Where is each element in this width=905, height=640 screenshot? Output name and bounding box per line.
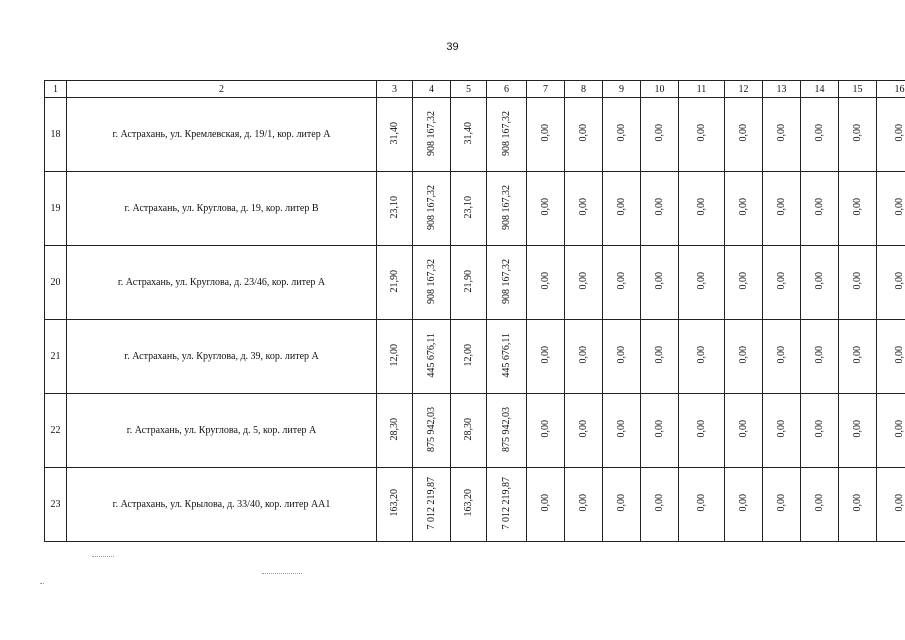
amount-cell [801, 320, 839, 394]
amount-cell [801, 172, 839, 246]
amount-cell-text: 0,00 [654, 494, 665, 512]
amount-cell-text: 0,00 [894, 124, 905, 142]
amount-cell-text: 0,00 [696, 346, 707, 364]
column-header: 7 [527, 81, 565, 98]
amount-cell-text: 0,00 [578, 494, 589, 512]
amount-cell [679, 172, 725, 246]
column-header: 9 [603, 81, 641, 98]
amount-cell-text: 0,00 [814, 124, 825, 142]
amount-cell [877, 320, 905, 394]
amount-cell [603, 394, 641, 468]
table-row [45, 320, 905, 394]
row-number-cell: 19 [45, 172, 67, 246]
area-cell-text: 163,20 [463, 489, 474, 517]
amount-cell-text: 0,00 [578, 346, 589, 364]
amount-cell-text: 0,00 [814, 198, 825, 216]
amount-cell-text: 0,00 [616, 198, 627, 216]
amount-cell [763, 468, 801, 542]
scan-mark [92, 556, 114, 557]
amount-cell-text: 0,00 [654, 346, 665, 364]
amount-cell-text: 0,00 [776, 198, 787, 216]
amount-cell [801, 394, 839, 468]
amount-cell [839, 394, 877, 468]
amount-cell [527, 394, 565, 468]
value-cell [413, 172, 451, 246]
column-header: 13 [763, 81, 801, 98]
amount-cell-text: 0,00 [540, 346, 551, 364]
amount-cell [679, 98, 725, 172]
amount-cell [603, 468, 641, 542]
address-cell: г. Астрахань, ул. Круглова, д. 23/46, кор. литер А [67, 246, 377, 320]
address-cell: г. Астрахань, ул. Круглова, д. 19, кор. литер В [67, 172, 377, 246]
row-number-cell: 18 [45, 98, 67, 172]
amount-cell [801, 246, 839, 320]
value-cell-text: 908 167,32 [501, 184, 512, 230]
value-cell [487, 172, 527, 246]
amount-cell [801, 98, 839, 172]
amount-cell [877, 246, 905, 320]
column-header: 12 [725, 81, 763, 98]
amount-cell [641, 246, 679, 320]
column-header: 6 [487, 81, 527, 98]
amount-cell-text: 0,00 [616, 494, 627, 512]
amount-cell [725, 172, 763, 246]
row-number-cell: 21 [45, 320, 67, 394]
amount-cell [877, 394, 905, 468]
column-header: 10 [641, 81, 679, 98]
scan-mark [262, 573, 302, 574]
amount-cell-text: 0,00 [852, 272, 863, 290]
amount-cell [527, 320, 565, 394]
table-row [45, 468, 905, 542]
amount-cell [603, 172, 641, 246]
amount-cell [877, 172, 905, 246]
amount-cell-text: 0,00 [814, 346, 825, 364]
amount-cell [527, 98, 565, 172]
value-cell [413, 98, 451, 172]
amount-cell-text: 0,00 [776, 124, 787, 142]
column-header: 4 [413, 81, 451, 98]
amount-cell-text: 0,00 [738, 346, 749, 364]
amount-cell [839, 246, 877, 320]
amount-cell [763, 246, 801, 320]
area-cell [377, 394, 413, 468]
value-cell [413, 394, 451, 468]
area-cell [451, 246, 487, 320]
amount-cell-text: 0,00 [540, 494, 551, 512]
amount-cell [839, 320, 877, 394]
amount-cell-text: 0,00 [540, 198, 551, 216]
amount-cell [565, 98, 603, 172]
row-number-cell: 23 [45, 468, 67, 542]
value-cell-text: 908 167,32 [501, 110, 512, 156]
amount-cell-text: 0,00 [894, 346, 905, 364]
amount-cell-text: 0,00 [654, 198, 665, 216]
amount-cell-text: 0,00 [776, 420, 787, 438]
amount-cell [641, 468, 679, 542]
value-cell-text: 7 012 219,87 [501, 476, 512, 530]
column-header: 2 [67, 81, 377, 98]
row-number-cell: 22 [45, 394, 67, 468]
amount-cell [725, 246, 763, 320]
amount-cell-text: 0,00 [654, 420, 665, 438]
amount-cell-text: 0,00 [814, 272, 825, 290]
area-cell-text: 12,00 [389, 343, 400, 367]
amount-cell-text: 0,00 [852, 198, 863, 216]
area-cell [451, 468, 487, 542]
column-header: 5 [451, 81, 487, 98]
amount-cell [565, 172, 603, 246]
amount-cell [641, 172, 679, 246]
value-cell [413, 468, 451, 542]
area-cell-text: 31,40 [463, 121, 474, 145]
column-header: 8 [565, 81, 603, 98]
amount-cell-text: 0,00 [738, 124, 749, 142]
value-cell [487, 468, 527, 542]
amount-cell [641, 320, 679, 394]
value-cell [487, 394, 527, 468]
amount-cell [763, 172, 801, 246]
amount-cell [565, 246, 603, 320]
value-cell [487, 320, 527, 394]
area-cell-text: 21,90 [463, 269, 474, 293]
amount-cell-text: 0,00 [696, 494, 707, 512]
area-cell-text: 21,90 [389, 269, 400, 293]
value-cell-text: 875 942,03 [426, 406, 437, 452]
amount-cell-text: 0,00 [776, 346, 787, 364]
amount-cell [603, 320, 641, 394]
value-cell [487, 246, 527, 320]
row-number-cell: 20 [45, 246, 67, 320]
amount-cell-text: 0,00 [654, 124, 665, 142]
column-header: 15 [839, 81, 877, 98]
amount-cell [527, 246, 565, 320]
address-cell: г. Астрахань, ул. Круглова, д. 5, кор. литер А [67, 394, 377, 468]
amount-cell-text: 0,00 [894, 272, 905, 290]
column-header: 16 [877, 81, 905, 98]
amount-cell-text: 0,00 [894, 198, 905, 216]
amount-cell-text: 0,00 [738, 272, 749, 290]
scan-mark [40, 583, 44, 584]
amount-cell-text: 0,00 [578, 124, 589, 142]
value-cell-text: 908 167,32 [426, 110, 437, 156]
amount-cell-text: 0,00 [540, 420, 551, 438]
amount-cell-text: 0,00 [814, 494, 825, 512]
amount-cell [679, 246, 725, 320]
value-cell-text: 908 167,32 [426, 184, 437, 230]
amount-cell-text: 0,00 [852, 420, 863, 438]
amount-cell-text: 0,00 [540, 272, 551, 290]
amount-cell-text: 0,00 [696, 420, 707, 438]
amount-cell-text: 0,00 [616, 124, 627, 142]
amount-cell-text: 0,00 [776, 272, 787, 290]
amount-cell [603, 246, 641, 320]
amount-cell-text: 0,00 [654, 272, 665, 290]
area-cell [451, 98, 487, 172]
amount-cell [725, 468, 763, 542]
amount-cell-text: 0,00 [578, 272, 589, 290]
amount-cell-text: 0,00 [578, 420, 589, 438]
amount-cell-text: 0,00 [738, 420, 749, 438]
area-cell [451, 320, 487, 394]
area-cell [377, 246, 413, 320]
value-cell-text: 908 167,32 [426, 258, 437, 304]
amount-cell [763, 394, 801, 468]
amount-cell [877, 468, 905, 542]
amount-cell [565, 468, 603, 542]
amount-cell [763, 98, 801, 172]
amount-cell-text: 0,00 [696, 124, 707, 142]
amount-cell [725, 320, 763, 394]
area-cell [451, 394, 487, 468]
amount-cell [565, 320, 603, 394]
amount-cell-text: 0,00 [696, 272, 707, 290]
amount-cell-text: 0,00 [852, 124, 863, 142]
amount-cell [679, 468, 725, 542]
amount-cell-text: 0,00 [852, 346, 863, 364]
amount-cell [839, 98, 877, 172]
amount-cell-text: 0,00 [894, 494, 905, 512]
amount-cell-text: 0,00 [814, 420, 825, 438]
column-header: 11 [679, 81, 725, 98]
area-cell [451, 172, 487, 246]
amount-cell-text: 0,00 [852, 494, 863, 512]
value-cell-text: 875 942,03 [501, 406, 512, 452]
column-header: 3 [377, 81, 413, 98]
amount-cell-text: 0,00 [738, 198, 749, 216]
address-cell: г. Астрахань, ул. Кремлевская, д. 19/1, кор. литер А [67, 98, 377, 172]
value-cell [487, 98, 527, 172]
table-row [45, 246, 905, 320]
value-cell-text: 908 167,32 [501, 258, 512, 304]
amount-cell [565, 394, 603, 468]
area-cell-text: 31,40 [389, 121, 400, 145]
amount-cell-text: 0,00 [616, 420, 627, 438]
value-cell-text: 445 676,11 [426, 332, 437, 378]
amount-cell [725, 394, 763, 468]
amount-cell [679, 320, 725, 394]
amount-cell [527, 172, 565, 246]
area-cell [377, 98, 413, 172]
amount-cell [641, 394, 679, 468]
amount-cell [877, 98, 905, 172]
value-cell [413, 246, 451, 320]
amount-cell [679, 394, 725, 468]
amount-cell [839, 172, 877, 246]
column-header-row [45, 81, 905, 98]
amount-cell-text: 0,00 [776, 494, 787, 512]
value-cell [413, 320, 451, 394]
value-cell-text: 445 676,11 [501, 332, 512, 378]
amount-cell [641, 98, 679, 172]
amount-cell-text: 0,00 [738, 494, 749, 512]
amount-cell-text: 0,00 [540, 124, 551, 142]
amount-cell [527, 468, 565, 542]
amount-cell [839, 468, 877, 542]
table-row [45, 172, 905, 246]
amount-cell-text: 0,00 [696, 198, 707, 216]
area-cell [377, 468, 413, 542]
area-cell-text: 28,30 [463, 417, 474, 441]
area-cell-text: 12,00 [463, 343, 474, 367]
area-cell-text: 28,30 [389, 417, 400, 441]
area-cell-text: 23,10 [463, 195, 474, 219]
column-header: 14 [801, 81, 839, 98]
amount-cell [801, 468, 839, 542]
table-row [45, 394, 905, 468]
table-body [45, 81, 905, 542]
area-cell-text: 163,20 [389, 489, 400, 517]
amount-cell-text: 0,00 [578, 198, 589, 216]
amount-cell [603, 98, 641, 172]
amount-cell-text: 0,00 [894, 420, 905, 438]
column-header: 1 [45, 81, 67, 98]
amount-cell-text: 0,00 [616, 346, 627, 364]
amount-cell [725, 98, 763, 172]
amount-cell [763, 320, 801, 394]
area-cell-text: 23,10 [389, 195, 400, 219]
area-cell [377, 172, 413, 246]
address-cell: г. Астрахань, ул. Крылова, д. 33/40, кор. литер АА1 [67, 468, 377, 542]
amount-cell-text: 0,00 [616, 272, 627, 290]
address-cell: г. Астрахань, ул. Круглова, д. 39, кор. литер А [67, 320, 377, 394]
area-cell [377, 320, 413, 394]
table-row [45, 98, 905, 172]
property-table [44, 80, 905, 542]
value-cell-text: 7 012 219,87 [426, 476, 437, 530]
page-number: 39 [446, 41, 459, 53]
